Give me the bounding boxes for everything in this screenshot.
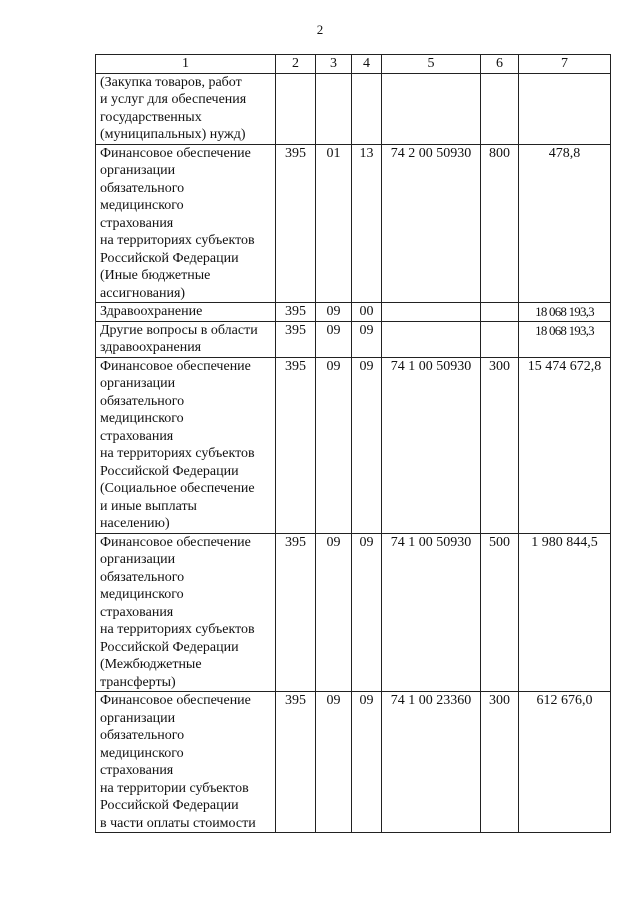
row-amount: 18 068 193,3 [519,303,611,322]
table-row [96,144,611,303]
row-section: 09 [316,303,352,322]
row-name: (Закупка товаров, работ и услуг для обеспечения государственных (муниципальных) нужд) [96,73,276,144]
row-expense-type [481,303,519,322]
table-row [96,303,611,322]
row-name: Финансовое обеспечение организации обязательного медицинского страхования на территориях субъектов Российской Федерации (Иные бюджетные ассигнования) [96,144,276,303]
table-row [96,357,611,533]
row-target-article: 74 2 00 50930 [382,144,481,303]
row-expense-type [481,73,519,144]
row-target-article: 74 1 00 50930 [382,533,481,692]
header-col-3: 3 [316,55,352,74]
row-name: Другие вопросы в области здравоохранения [96,321,276,357]
row-amount: 15 474 672,8 [519,357,611,533]
header-col-6: 6 [481,55,519,74]
row-grbs: 395 [276,303,316,322]
header-row [96,55,611,74]
row-grbs: 395 [276,321,316,357]
row-target-article [382,73,481,144]
row-subsection: 09 [352,533,382,692]
row-section: 09 [316,692,352,833]
header-col-4: 4 [352,55,382,74]
table-row [96,321,611,357]
row-section: 09 [316,321,352,357]
row-expense-type: 800 [481,144,519,303]
row-subsection [352,73,382,144]
row-target-article: 74 1 00 50930 [382,357,481,533]
table-row [96,73,611,144]
page-number: 2 [316,22,324,37]
row-grbs: 395 [276,692,316,833]
row-name: Финансовое обеспечение организации обязательного медицинского страхования на территориях субъектов Российской Федерации (Социальное обеспечение и иные выплаты населению) [96,357,276,533]
row-expense-type: 300 [481,692,519,833]
row-subsection: 00 [352,303,382,322]
row-subsection: 09 [352,692,382,833]
row-grbs [276,73,316,144]
row-amount: 18 068 193,3 [519,321,611,357]
header-col-5: 5 [382,55,481,74]
row-amount: 1 980 844,5 [519,533,611,692]
row-expense-type: 300 [481,357,519,533]
budget-table [95,54,611,833]
header-col-1: 1 [96,55,276,74]
row-section: 01 [316,144,352,303]
table-row [96,692,611,833]
row-amount: 612 676,0 [519,692,611,833]
row-section: 09 [316,533,352,692]
row-amount [519,73,611,144]
row-name: Финансовое обеспечение организации обязательного медицинского страхования на территории субъектов Российской Федерации в части оплаты стоимости [96,692,276,833]
row-amount: 478,8 [519,144,611,303]
row-target-article: 74 1 00 23360 [382,692,481,833]
row-grbs: 395 [276,144,316,303]
table-row [96,533,611,692]
row-subsection: 09 [352,321,382,357]
row-target-article [382,321,481,357]
row-expense-type: 500 [481,533,519,692]
header-col-7: 7 [519,55,611,74]
row-section [316,73,352,144]
row-grbs: 395 [276,533,316,692]
header-col-2: 2 [276,55,316,74]
row-target-article [382,303,481,322]
row-name: Здравоохранение [96,303,276,322]
row-grbs: 395 [276,357,316,533]
row-expense-type [481,321,519,357]
row-section: 09 [316,357,352,533]
row-subsection: 13 [352,144,382,303]
row-name: Финансовое обеспечение организации обязательного медицинского страхования на территориях субъектов Российской Федерации (Межбюджетные трансферты) [96,533,276,692]
row-subsection: 09 [352,357,382,533]
